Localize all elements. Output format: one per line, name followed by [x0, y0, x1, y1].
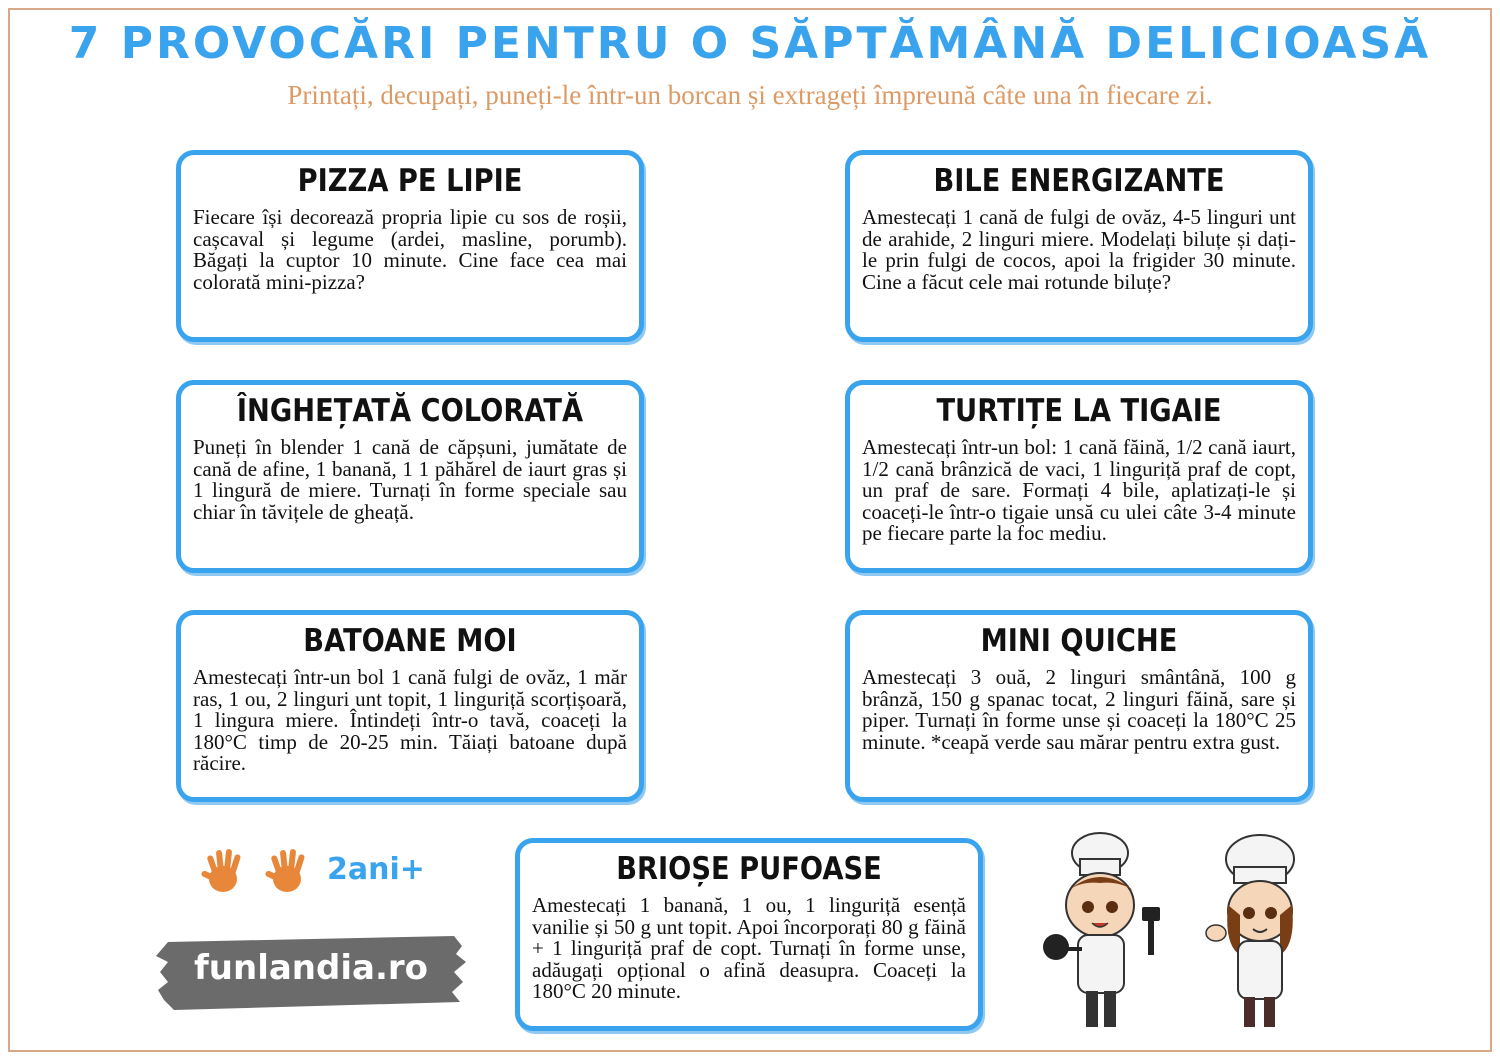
page-title: 7 PROVOCĂRI PENTRU O SĂPTĂMÂNĂ DELICIOASĂ [68, 18, 1432, 69]
card-title: BILE ENERGIZANTE [933, 163, 1225, 199]
challenge-card-pancakes [845, 380, 1313, 573]
challenge-card-quiche [845, 610, 1313, 802]
card-body: Amestecați într-un bol 1 cană fulgi de ovăz, 1 măr ras, 1 ou, 2 linguri unt topit, 1 linguriță scorțișoară, 1 lingura miere. Întindeți într-o tavă, coaceți la 180°C timp de 20-25 min. Tăiați batoane după răcire. [193, 665, 627, 775]
card-title: BRIOȘE PUFOASE [616, 851, 882, 887]
card-body: Puneți în blender 1 cană de căpșuni, jumătate de cană de afine, 1 banană, 1 1 păhărel de iaurt gras și 1 lingură de miere. Turnați în forme speciale sau chiar în tăvițele de gheață. [193, 435, 627, 524]
card-title: PIZZA PE LIPIE [297, 163, 523, 199]
hands-icon [196, 845, 320, 901]
card-title: MINI QUICHE [980, 623, 1178, 659]
page-subtitle: Printați, decupați, puneți-le într-un borcan și extrageți împreună câte una în fiecare zi. [287, 80, 1213, 110]
girl-chef-icon [1206, 835, 1294, 1027]
challenge-card-pizza [176, 150, 644, 342]
challenge-card-muffins [515, 838, 983, 1031]
chefs-illustration [1030, 825, 1320, 1039]
brand-name: funlandia.ro [194, 948, 428, 988]
card-body: Amestecați într-un bol: 1 cană făină, 1/2 cană iaurt, 1/2 cană brânzică de vaci, 1 linguriță praf de copt, un praf de sare. Formați 4 bile, aplatizați-le și coaceți-le într-o tigaie unsă cu ulei câte 3-4 minute pe fiecare parte la foc mediu. [862, 435, 1296, 545]
card-body: Amestecați 1 banană, 1 ou, 1 linguriță esență vanilie și 50 g unt topit. Apoi încorporați 80 g făină + 1 linguriță praf de copt. Turnați în forme unse, adăugați opțional o afină deasupra. Coaceți la 180°C 20 minute. [532, 893, 966, 1003]
age-badge: 2ani+ [327, 852, 425, 887]
boy-chef-icon [1043, 833, 1160, 1027]
card-title: TURTIȚE LA TIGAIE [936, 393, 1222, 429]
card-body: Amestecați 3 ouă, 2 linguri smântână, 100 g brânză, 150 g spanac tocat, 2 linguri făină, sare și piper. Turnați în forme unse și coaceți la 180°C 25 minute. *ceapă verde sau mărar pentru extra gust. [862, 665, 1296, 754]
card-body: Amestecați 1 cană de fulgi de ovăz, 4-5 linguri unt de arahide, 2 linguri miere. Modelați biluțe și dați-le prin fulgi de cocos, apoi la frigider 30 minute. Cine a făcut cele mai rotunde biluțe? [862, 205, 1296, 294]
challenge-card-ice-cream [176, 380, 644, 573]
challenge-card-bars [176, 610, 644, 802]
challenge-card-energy-balls [845, 150, 1313, 342]
card-body: Fiecare își decorează propria lipie cu sos de roșii, cașcaval și legume (ardei, masline, porumb). Băgați la cuptor 10 minute. Cine face cea mai colorată mini-pizza? [193, 205, 627, 294]
card-title: BATOANE MOI [303, 623, 517, 659]
card-title: ÎNGHEȚATĂ COLORATĂ [236, 393, 584, 429]
